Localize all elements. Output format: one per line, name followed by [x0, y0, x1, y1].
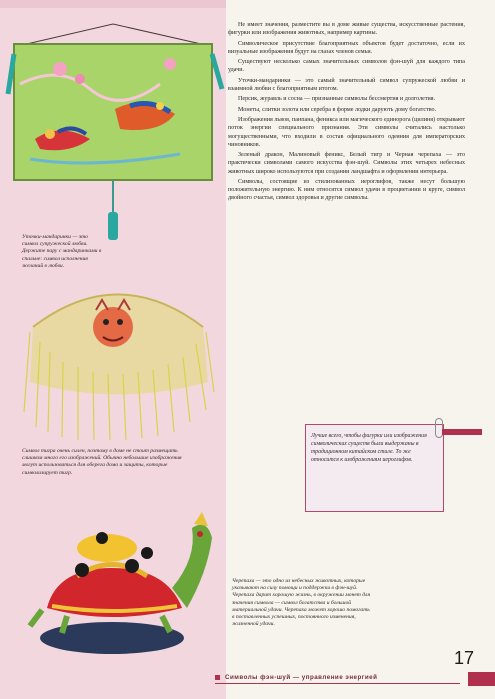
paragraph: Существуют несколько самых значительных символов фэн-шуй для каждого типа удачи. — [228, 59, 465, 74]
paragraph: Персик, журавль и сосна — признанные символы бессмертия и долголетия. — [238, 96, 436, 103]
top-band — [0, 0, 226, 8]
dragon-turtle-figurine-image — [22, 498, 222, 658]
page-number-bar — [468, 672, 495, 686]
mandarin-caption: Уточки-мандаринки — это символ супружеской любви. Держите пару с мандаринками в спальне: символ исполнения желаний в любви. — [22, 234, 102, 269]
paragraph: Не имеет значения, разместите вы в доме живые существа, искусственные растения, фигурки или изображения животных, например картины. — [228, 22, 465, 37]
main-article — [228, 21, 465, 205]
mandarin-duck-tapestry-image — [0, 14, 226, 244]
page-number: 17 — [454, 648, 475, 668]
embroidered-lion-image — [18, 272, 218, 442]
tip-callout-text: Лучше всего, чтобы фигурки или изображения символических существ были выдержаны в традиционном китайском стиле. То же относится к изображениям иероглифов. — [311, 433, 427, 463]
paragraph: Изображения львов, панпана, феникса или магического единорога (цилиня) открывают поток энергии специального признания. Эти символы считались настолько могущественными, что входили в состав официального одеяния для императорских чиновников. — [228, 117, 465, 148]
paragraph: Зеленый дракон, Малиновый феникс, Белый тигр и Черная черепаха — это практически символами самого искусства фэн-шуй. Символы этих четырех небесных животных широко используются при создании ландшафта и оформлении интерьера. — [228, 152, 465, 175]
footer-title: Символы фэн-шуй — управление энергией — [225, 673, 378, 681]
paragraph: Уточки-мандаринки — это самый значительный символ супружеской любви и взаимной любви с благоприятным итогом. — [228, 77, 465, 92]
footer-divider — [215, 683, 460, 684]
paragraph: Символическое присутствие благоприятных объектов будет достаточно, если их визуальные изображения будут на глазах членов семьи. — [228, 40, 465, 55]
callout-accent-bar — [442, 429, 482, 435]
paragraph: Монеты, слитки золота или серебра в форме лодки дарують дому богатство. — [238, 106, 437, 113]
turtle-caption: Черепаха — это одно из небесных животных, которые указывают на силу помощи и поддержки в фэн-шуй. Черепаха дарит хорошую жизнь, в окружении монет для значения символа — символ богатства и большой материальной удачи. Черепаха может хорошо помогать в поставленных успешных, постоянного изменения, жизненной удачи. — [232, 578, 371, 628]
lion-caption: Символ тигра очень силен, поэтому в доме не стоит размещать слишком много его изображений. Обычно небольшие изображения могут использоваться для оберега дома и защиты, которые символизирует тигр. — [22, 448, 182, 476]
footer-square-icon — [215, 675, 220, 680]
paragraph: Символы, состоящие из стилизованных иероглифов, также несут большую положительную энергию. К ним относятся символ удачи в процветании и круге, символ двойного счастья, символ здоровья и другие символы. — [228, 178, 465, 202]
